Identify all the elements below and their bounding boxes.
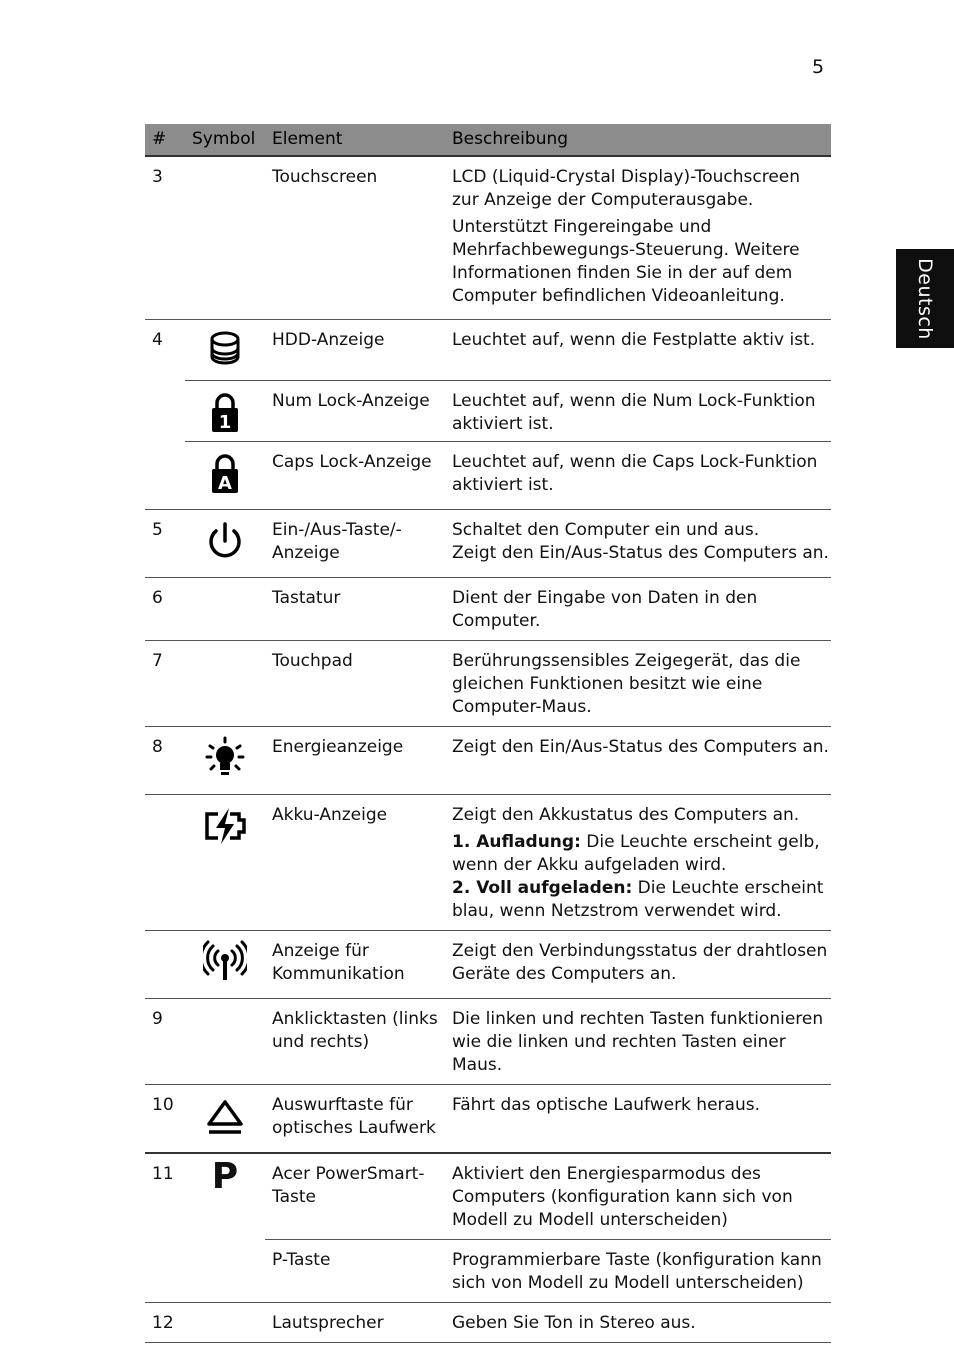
row-description: Programmierbare Taste (konfiguration kann sich von Modell zu Modell unterscheiden): [445, 1240, 831, 1303]
table-row: [145, 795, 831, 931]
power-icon: [201, 519, 249, 565]
battery-charging-icon: [201, 804, 249, 850]
row-description: Zeigt den Ein/Aus-Status des Computers an.: [452, 737, 829, 757]
table-row: [145, 156, 831, 320]
row-element: Num Lock-Anzeige: [265, 381, 445, 442]
table-row: [145, 1153, 831, 1240]
table-row: [145, 641, 831, 727]
row-description: Leuchtet auf, wenn die Festplatte aktiv ist.: [452, 330, 816, 350]
row-element: Touchpad: [272, 651, 353, 671]
row-element: Tastatur: [272, 588, 341, 608]
page-number: 5: [812, 56, 825, 78]
row-description: Leuchtet auf, wenn die Num Lock-Funktion aktiviert ist.: [445, 381, 831, 442]
caps-lock-icon: [201, 451, 249, 497]
row-element: Akku-Anzeige: [272, 805, 388, 825]
table-row: [145, 1085, 831, 1154]
wireless-icon: [201, 940, 249, 986]
header-element: Element: [265, 124, 445, 156]
component-table: [145, 124, 831, 1343]
row-element: Caps Lock-Anzeige: [265, 442, 445, 510]
table-row: [145, 931, 831, 999]
row-element: Touchscreen: [272, 167, 378, 187]
row-description: Dient der Eingabe von Daten in den Computer.: [452, 588, 758, 631]
table-row: [145, 320, 831, 381]
row-description: Geben Sie Ton in Stereo aus.: [452, 1313, 696, 1333]
row-element: HDD-Anzeige: [272, 330, 385, 350]
state-charging: 1. Aufladung: Die Leuchte erscheint gelb, wenn der Akku aufgeladen wird.: [452, 832, 820, 875]
num-lock-icon: [201, 390, 249, 436]
power-indicator-icon: [201, 736, 249, 782]
eject-icon: [201, 1094, 249, 1140]
row-description: LCD (Liquid-Crystal Display)-Touchscreen zur Anzeige der Computerausgabe. Unterstützt Fingereingabe und Mehrfachbewegungs-Steuerung. Weitere Informationen finden Sie in der auf dem Computer befindlichen Videoanleitung.: [452, 167, 801, 306]
row-number: 4: [152, 330, 163, 350]
table-row: [145, 442, 831, 510]
row-description: Die linken und rechten Tasten funktionieren wie die linken und rechten Tasten einer Maus.: [452, 1009, 824, 1075]
row-element: Ein-/Aus-Taste/-Anzeige: [272, 520, 402, 563]
row-number: 6: [152, 588, 163, 608]
row-number: 11: [152, 1164, 174, 1184]
row-number: 10: [152, 1095, 174, 1115]
table-row: [145, 510, 831, 578]
row-number: 9: [152, 1009, 163, 1029]
row-element: Energieanzeige: [272, 737, 404, 757]
row-description: Leuchtet auf, wenn die Caps Lock-Funktion aktiviert ist.: [445, 442, 831, 510]
svg-text:1: 1: [218, 412, 232, 433]
table-row: [145, 578, 831, 641]
p-key-icon: P: [211, 1156, 239, 1197]
row-number: 8: [152, 737, 163, 757]
table-header: [145, 124, 831, 156]
row-element: Lautsprecher: [272, 1313, 384, 1333]
header-symbol: Symbol: [185, 124, 265, 156]
row-element: P-Taste: [265, 1240, 445, 1303]
state-full: 2. Voll aufgeladen: Die Leuchte erscheint blau, wenn Netzstrom verwendet wird.: [452, 878, 824, 921]
table-row: [145, 1240, 831, 1303]
table-row: [145, 381, 831, 442]
row-number: 7: [152, 651, 163, 671]
row-description: Zeigt den Verbindungsstatus der drahtlosen Geräte des Computers an.: [452, 941, 828, 984]
row-element: Anzeige für Kommunikation: [272, 941, 405, 984]
header-description: Beschreibung: [445, 124, 831, 156]
language-tab: Deutsch: [896, 249, 954, 348]
row-element: Anklicktasten (links und rechts): [272, 1009, 438, 1052]
row-description: Zeigt den Akkustatus des Computers an. 1. Aufladung: Die Leuchte erscheint gelb, wenn der Akku aufgeladen wird. 2. Voll aufgeladen: Die Leuchte erscheint blau, wenn Netzstrom verwendet wird.: [445, 795, 831, 931]
svg-text:A: A: [218, 473, 232, 494]
row-description: Schaltet den Computer ein und aus. Zeigt den Ein/Aus-Status des Computers an.: [452, 520, 829, 563]
row-number: 12: [152, 1313, 174, 1333]
hdd-icon: [201, 329, 249, 375]
row-element: Auswurftaste für optisches Laufwerk: [272, 1095, 436, 1138]
row-description: Aktiviert den Energiesparmodus des Computers (konfiguration kann sich von Modell zu Modell unterscheiden): [452, 1164, 793, 1230]
table-row: [145, 727, 831, 795]
row-number: 5: [152, 520, 163, 540]
header-num: #: [145, 124, 185, 156]
row-number: 3: [152, 167, 163, 187]
row-element: Acer PowerSmart-Taste: [272, 1164, 425, 1207]
row-description: Fährt das optische Laufwerk heraus.: [452, 1095, 760, 1115]
table-row: [145, 999, 831, 1085]
row-description: Berührungssensibles Zeigegerät, das die gleichen Funktionen besitzt wie eine Computer-Maus.: [452, 651, 801, 717]
table-row: [145, 1303, 831, 1343]
